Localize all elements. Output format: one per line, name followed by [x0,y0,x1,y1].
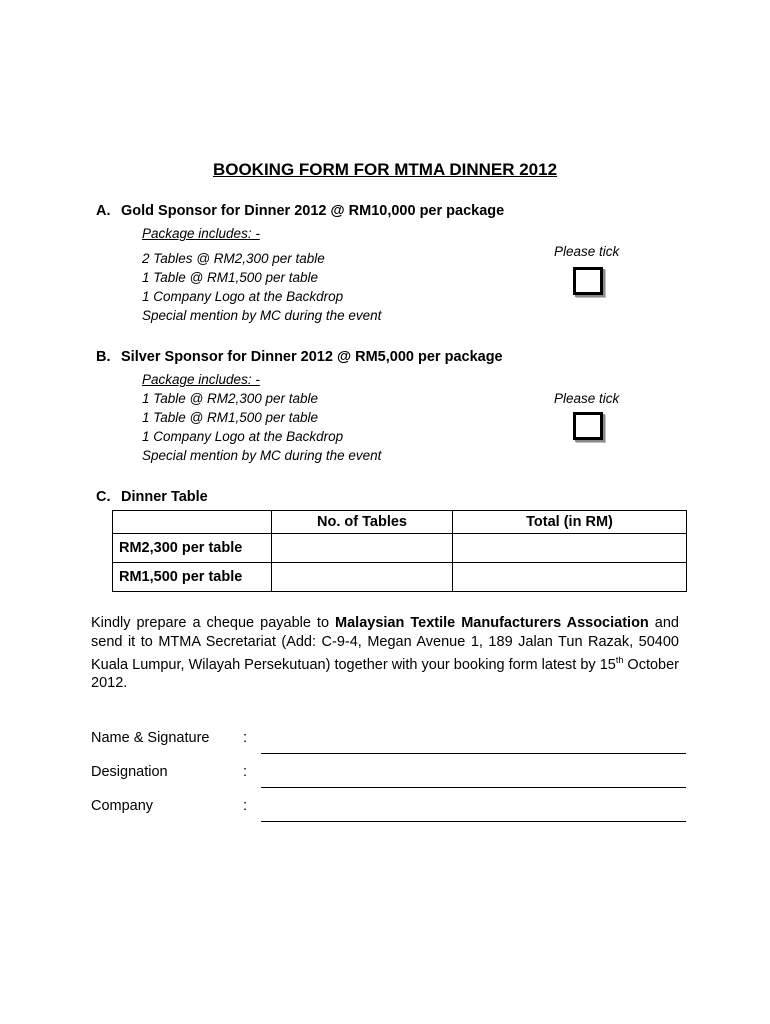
company-label: Company [91,798,154,814]
section-b-item: 1 Company Logo at the Backdrop [142,429,344,444]
table-row [113,563,687,592]
table-header-cell: No. of Tables [272,511,453,534]
section-b-letter: B. [96,349,111,365]
section-b-package [142,370,381,465]
name-signature-label: Name & Signature [91,730,210,746]
table-row-label: RM2,300 per table [113,534,272,563]
section-a-item: 1 Company Logo at the Backdrop [142,289,344,304]
section-a-item: 2 Tables @ RM2,300 per table [142,251,325,266]
instructions-paragraph [91,614,679,693]
section-a-includes-label: Package includes: - [142,226,260,241]
section-b-item: Special mention by MC during the event [142,448,382,463]
section-b-title: Silver Sponsor for Dinner 2012 @ RM5,000 per package [121,349,503,365]
total-rm-input[interactable] [453,534,687,563]
designation-label: Designation [91,764,168,780]
section-c-title: Dinner Table [121,489,208,505]
section-a-title: Gold Sponsor for Dinner 2012 @ RM10,000 per package [121,203,505,219]
date-superscript: th [615,655,624,665]
field-colon: : [243,798,248,814]
no-of-tables-input[interactable] [272,534,453,563]
section-a-tick-checkbox[interactable] [573,267,603,295]
section-a-package [142,224,381,325]
section-a-heading [96,203,504,219]
company-field[interactable] [261,821,686,822]
designation-field[interactable] [261,787,686,788]
section-b-item: 1 Table @ RM1,500 per table [142,410,319,425]
field-colon: : [243,730,248,746]
section-a-letter: A. [96,203,111,219]
section-b-includes-label: Package includes: - [142,372,260,387]
section-a-item: 1 Table @ RM1,500 per table [142,270,319,285]
instructions-text: Kindly prepare a cheque payable to [91,615,336,631]
section-b-item: 1 Table @ RM2,300 per table [142,391,319,406]
section-c-letter: C. [96,489,111,505]
section-a-tick-label: Please tick [554,244,620,259]
table-row [113,534,687,563]
form-title: BOOKING FORM FOR MTMA DINNER 2012 [212,160,558,179]
table-header-cell [113,511,272,534]
no-of-tables-input[interactable] [272,563,453,592]
section-b-tick-label: Please tick [554,391,620,406]
name-signature-field[interactable] [261,753,686,754]
instructions-text: and send it to MTMA Secretariat (Add: C-9-4, Megan Avenue 1, 189 Jalan Tun Razak, 50400 Kuala Lumpur, Wilayah Persekutuan) together with your booking form latest by 15 [91,615,679,673]
section-b-tick-checkbox[interactable] [573,412,603,440]
field-colon: : [243,764,248,780]
total-rm-input[interactable] [453,563,687,592]
table-row-label: RM1,500 per table [113,563,272,592]
section-b-heading [96,349,503,365]
dinner-table [112,510,687,592]
payee-name: Malaysian Textile Manufacturers Association [335,615,649,631]
table-header-row [113,511,687,534]
section-c-heading [96,489,208,505]
table-header-cell: Total (in RM) [453,511,687,534]
section-a-item: Special mention by MC during the event [142,308,382,323]
instructions-text: October 2012. [91,656,679,692]
